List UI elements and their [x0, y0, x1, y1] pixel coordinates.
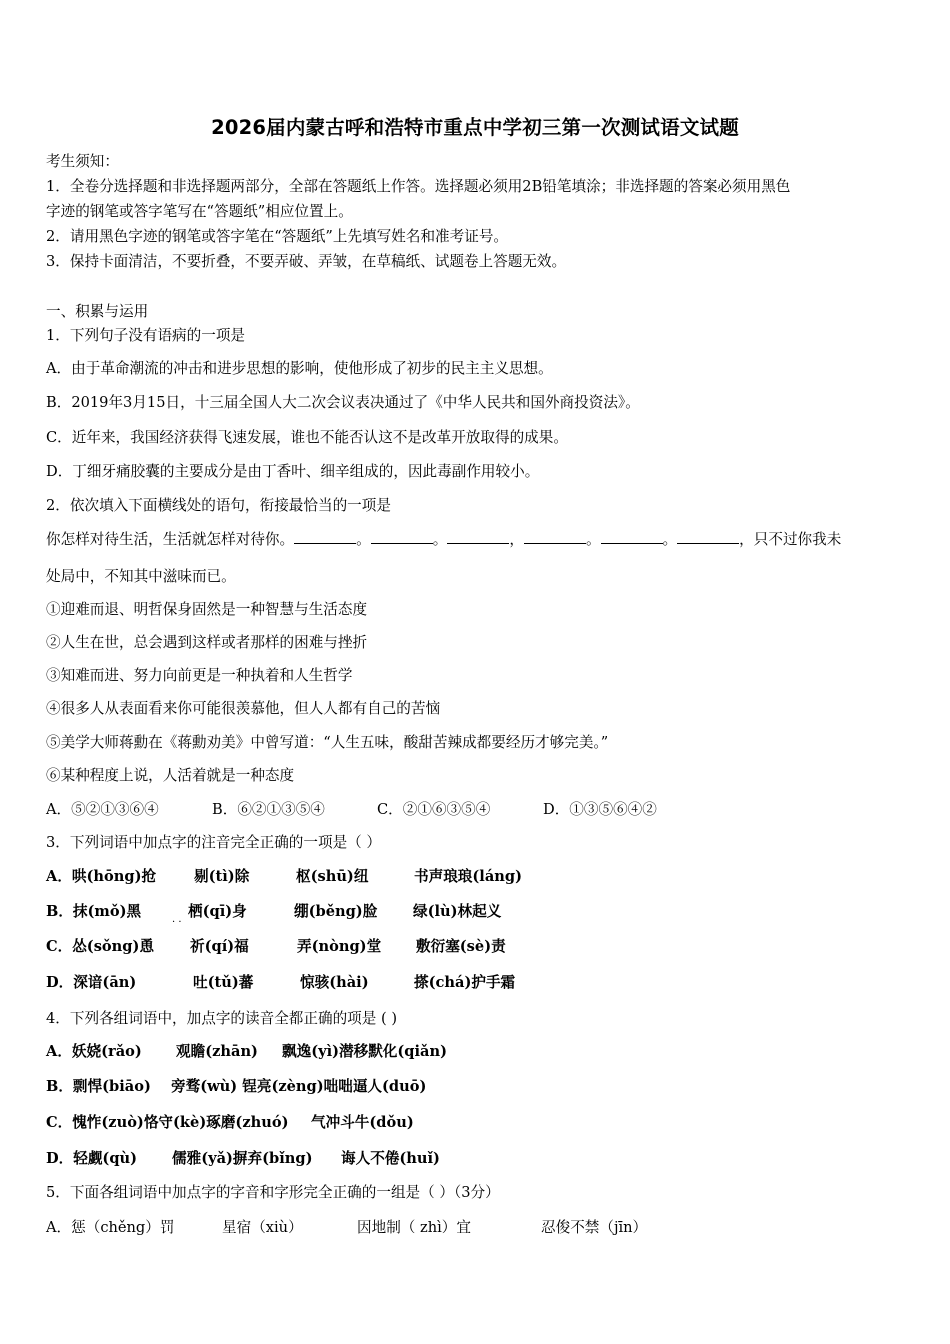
q2-blank-6 [677, 530, 739, 544]
notice-heading: 考生须知： [46, 153, 119, 170]
q3-d-1: D．深谙(ān) [46, 974, 137, 991]
q3-c-1: C．怂(sǒng)恿 [46, 938, 154, 955]
q2-fill-line-2: 处局中，不知其中滋味而已。 [46, 568, 236, 585]
q2-blank-3 [447, 530, 509, 544]
q3-a-1: A．哄(hōng)抢 [46, 868, 157, 885]
q1-option-c: C．近年来，我国经济获得飞速发展，谁也不能否认这不是改革开放取得的成果。 [46, 429, 568, 446]
page-title: 2026届内蒙古呼和浩特市重点中学初三第一次测试语文试题 [211, 116, 739, 139]
q5-stem: 5．下面各组词语中加点字的字音和字形完全正确的一组是（ ）（3分） [46, 1184, 500, 1201]
q4-a-3: 飘逸(yì)潜移默化(qiǎn) [282, 1043, 448, 1060]
q2-sentence-4: ④很多人从表面看来你可能很羡慕他，但人人都有自己的苦恼 [46, 700, 441, 717]
q4-a-2: 观瞻(zhān) [176, 1043, 258, 1060]
q2-option-b: B．⑥②①③⑤④ [212, 801, 325, 818]
q4-c-2: 气冲斗牛(dǒu) [311, 1114, 414, 1131]
q2-tail: ，只不过你我未 [739, 531, 842, 548]
q5-a-4: 忍俊不禁（jīn） [541, 1219, 648, 1236]
q3-c-4: 敷衍塞(sè)责 [416, 938, 506, 955]
q2-lead: 你怎样对待生活，生活就怎样对待你。 [46, 531, 295, 548]
q4-b-rest: 骛(wù) 锃亮(zèng)咄咄逼人(duō) [185, 1078, 427, 1095]
q2-blank-4 [524, 530, 586, 544]
q2-sentence-5: ⑤美学大师蒋勳在《蒋勳劝美》中曾写道：“人生五味，酸甜苦辣成都要经历才够完美。” [46, 734, 609, 751]
q3-b-2: 栖(qī)身 [188, 903, 247, 920]
q2-stem: 2．依次填入下面横线处的语句，衔接最恰当的一项是 [46, 497, 391, 514]
q2-fill-line [46, 530, 841, 550]
q2-option-d: D．①③⑤⑥④② [543, 801, 657, 818]
q2-blank-2 [371, 530, 433, 544]
q5-a-3: 因地制（ zhì）宜 [357, 1219, 471, 1236]
q2-sep-3: ， [509, 531, 524, 548]
q3-b-1: B．抹(mǒ)黑 [46, 903, 142, 920]
q4-c-1: C．愧怍(zuò)恪守(kè)琢磨(zhuó) [46, 1114, 289, 1131]
q3-a-3: 枢(shū)纽 [296, 868, 369, 885]
q3-c-3: 弄(nòng)堂 [297, 938, 382, 955]
q3-b-3: 绷(běng)脸 [294, 903, 378, 920]
notice-line-3: 3．保持卡面清洁，不要折叠，不要弄破、弄皱，在草稿纸、试题卷上答题无效。 [46, 253, 567, 270]
q1-option-d: D．丁细牙痛胶囊的主要成分是由丁香叶、细辛组成的，因此毒副作用较小。 [46, 463, 540, 480]
q1-option-b: B．2019年3月15日，十三届全国人大二次会议表决通过了《中华人民共和国外商投资法》。 [46, 394, 640, 411]
q3-stem: 3．下列词语中加点字的注音完全正确的一项是（ ） [46, 834, 381, 851]
q4-stem: 4．下列各组词语中，加点字的读音全都正确的项是 ( ) [46, 1010, 398, 1027]
q3-d-2: 吐(tǔ)蕃 [193, 974, 254, 991]
q4-b-2 [171, 1077, 426, 1097]
q4-b-prefix: 旁 [171, 1078, 186, 1095]
section-heading: 一、积累与运用 [46, 303, 149, 320]
notice-line-1a: 1．全卷分选择题和非选择题两部分，全部在答题纸上作答。选择题必须用2B铅笔填涂；非选择题的答案必须用黑色 [46, 178, 791, 195]
notice-line-2: 2．请用黑色字迹的钢笔或答字笔在“答题纸”上先填写姓名和准考证号。 [46, 228, 509, 245]
q2-sentence-3: ③知难而进、努力向前更是一种执着和人生哲学 [46, 667, 353, 684]
q3-c-2: 祈(qí)福 [190, 938, 249, 955]
q3-b-4: 绿(lù)林起义 [413, 903, 502, 920]
q2-blank-5 [601, 530, 663, 544]
q2-blank-1 [294, 530, 356, 544]
q3-a-2: 剔(tì)除 [194, 868, 250, 885]
emphasis-dots: · · [172, 917, 182, 928]
q2-sep-2: 。 [432, 531, 448, 548]
q5-a-1: A．惩（chěng）罚 [46, 1219, 175, 1236]
q2-option-c: C．②①⑥③⑤④ [377, 801, 491, 818]
notice-line-1b: 字迹的钢笔或答字笔写在“答题纸”相应位置上。 [46, 203, 353, 220]
q4-d-3: 诲人不倦(huǐ) [341, 1150, 440, 1167]
q5-a-2: 星宿（xiù） [222, 1219, 303, 1236]
q3-d-4: 搽(chá)护手霜 [414, 974, 516, 991]
q2-sentence-2: ②人生在世，总会遇到这样或者那样的困难与挫折 [46, 634, 368, 651]
q2-sentence-6: ⑥某种程度上说，人活着就是一种态度 [46, 767, 295, 784]
q4-d-2: 儒雅(yǎ)摒弃(bǐng) [172, 1150, 313, 1167]
q4-a-1: A．妖娆(rǎo) [46, 1043, 142, 1060]
q2-option-a: A．⑤②①③⑥④ [46, 801, 159, 818]
q4-b-1: B．剽悍(biāo) [46, 1078, 151, 1095]
q4-d-1: D．轻觑(qù) [46, 1150, 138, 1167]
q2-sentence-1: ①迎难而退、明哲保身固然是一种智慧与生活态度 [46, 601, 368, 618]
q3-a-4: 书声琅琅(láng) [414, 868, 522, 885]
q1-stem: 1．下列句子没有语病的一项是 [46, 327, 246, 344]
q2-sep-5: 。 [662, 531, 678, 548]
q3-d-3: 惊骇(hài) [300, 974, 369, 991]
q2-sep-1: 。 [356, 531, 371, 548]
q1-option-a: A．由于革命潮流的冲击和进步思想的影响，使他形成了初步的民主主义思想。 [46, 360, 553, 377]
q2-sep-4: 。 [585, 531, 601, 548]
